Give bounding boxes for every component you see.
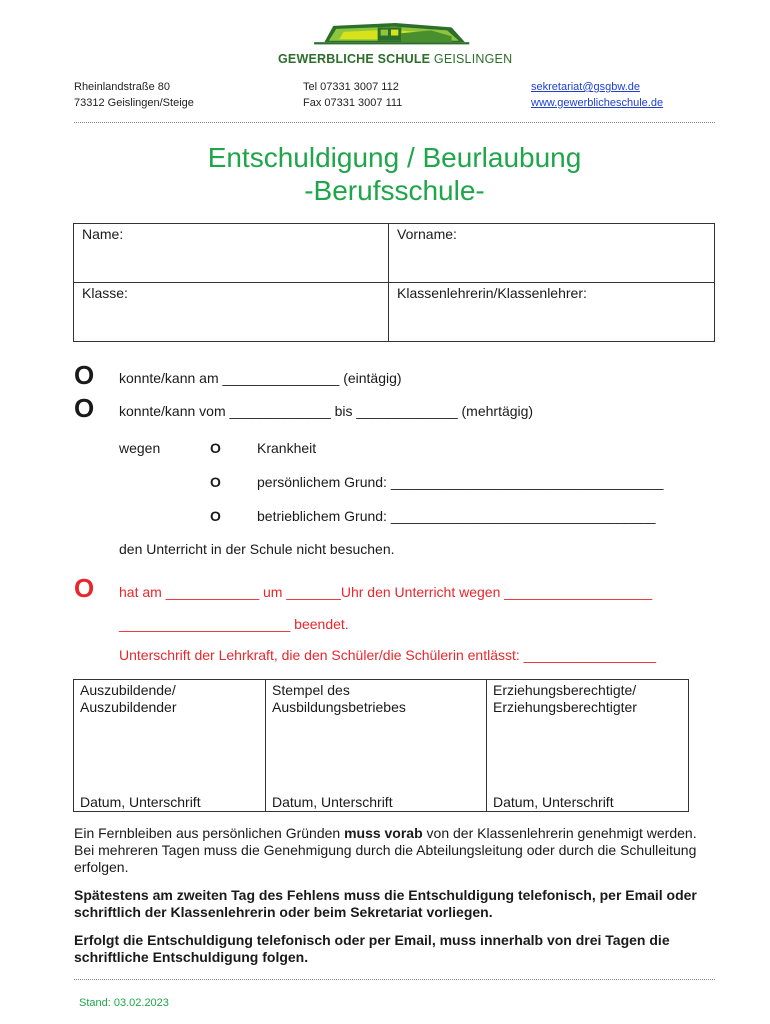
phone-block: [303, 79, 402, 111]
checkbox-persoenlich[interactable]: O: [210, 474, 221, 490]
school-name-rest: GEISLINGEN: [430, 52, 513, 66]
early-leave-line-2: ______________________ beendet.: [119, 616, 349, 632]
checkbox-mehrtaegig[interactable]: O: [74, 393, 95, 423]
sig-col-betrieb-head: Stempel des Ausbildungsbetriebes: [272, 682, 406, 715]
vorname-field[interactable]: Vorname:: [397, 226, 457, 242]
footer-divider: [74, 979, 715, 980]
signature-table: [73, 679, 689, 812]
checkbox-krankheit[interactable]: O: [210, 440, 221, 456]
address-street: Rheinlandstraße 80: [74, 81, 171, 93]
option-eintaegig-label: konnte/kann am _______________ (eintägig): [119, 370, 402, 386]
school-name-bold: GEWERBLICHE SCHULE: [278, 52, 431, 66]
checkbox-eintaegig[interactable]: O: [74, 360, 95, 390]
email-link[interactable]: sekretariat@gsgbw.de: [531, 81, 641, 93]
wegen-label: wegen: [119, 440, 161, 456]
klassenlehrer-field[interactable]: Klassenlehrerin/Klassenlehrer:: [397, 285, 587, 301]
header-divider: [74, 122, 715, 123]
sig-betrieb-field[interactable]: Datum, Unterschrift: [272, 794, 393, 810]
closing-statement: den Unterricht in der Schule nicht besuchen.: [119, 541, 395, 557]
reason-betrieblich: betrieblichem Grund: __________________________________: [257, 508, 656, 524]
address-block: [74, 79, 194, 111]
revision-date: Stand: 03.02.2023: [79, 997, 169, 1009]
option-mehrtaegig-label: konnte/kann vom _____________ bis _____________ (mehrtägig): [119, 403, 534, 419]
contact-links: [531, 79, 663, 111]
note-vorab: Ein Fernbleiben aus persönlichen Gründen muss vorab von der Klassenlehrerin genehmigt werden. Bei mehreren Tagen muss die Genehmigung durch die Abteilungsleitung oder durch die Schulleitung erfolgen.: [74, 825, 697, 875]
teacher-signature-line: Unterschrift der Lehrkraft, die den Schüler/die Schülerin entlässt: _________________: [119, 647, 657, 663]
checkbox-early-leave[interactable]: O: [74, 573, 95, 603]
fax-number: Fax 07331 3007 111: [303, 97, 403, 109]
sig-eltern-field[interactable]: Datum, Unterschrift: [493, 794, 614, 810]
reason-krankheit: Krankheit: [257, 440, 317, 456]
title-line-1: Entschuldigung / Beurlaubung: [207, 142, 582, 173]
note-written-followup: Erfolgt die Entschuldigung telefonisch oder per Email, muss innerhalb von drei Tagen die schriftliche Entschuldigung folgen.: [74, 932, 670, 965]
name-field[interactable]: Name:: [82, 226, 124, 242]
sig-col-azubi-head: Auszubildende/ Auszubildender: [80, 682, 177, 715]
sig-azubi-field[interactable]: Datum, Unterschrift: [80, 794, 201, 810]
title-line-2: -Berufsschule-: [304, 175, 485, 206]
sig-col-eltern-head: Erziehungsberechtigte/ Erziehungsberechtigter: [493, 682, 637, 715]
early-leave-line-1: hat am ____________ um _______Uhr den Unterricht wegen ___________________: [119, 584, 653, 600]
reason-persoenlich: persönlichem Grund: ___________________________________: [257, 474, 664, 490]
note-deadline: Spätestens am zweiten Tag des Fehlens muss die Entschuldigung telefonisch, per Email oder schriftlich der Klassenlehrerin oder beim Sekretariat vorliegen.: [74, 887, 697, 920]
school-name: [278, 52, 512, 66]
school-logo: [278, 20, 498, 54]
student-info-table: [73, 223, 715, 342]
address-city: 73312 Geislingen/Steige: [74, 97, 194, 109]
klasse-field[interactable]: Klasse:: [82, 285, 128, 301]
phone-number: Tel 07331 3007 112: [303, 81, 399, 93]
checkbox-betrieblich[interactable]: O: [210, 508, 221, 524]
document-title: [74, 141, 715, 207]
website-link[interactable]: www.gewerblicheschule.de: [531, 97, 664, 109]
